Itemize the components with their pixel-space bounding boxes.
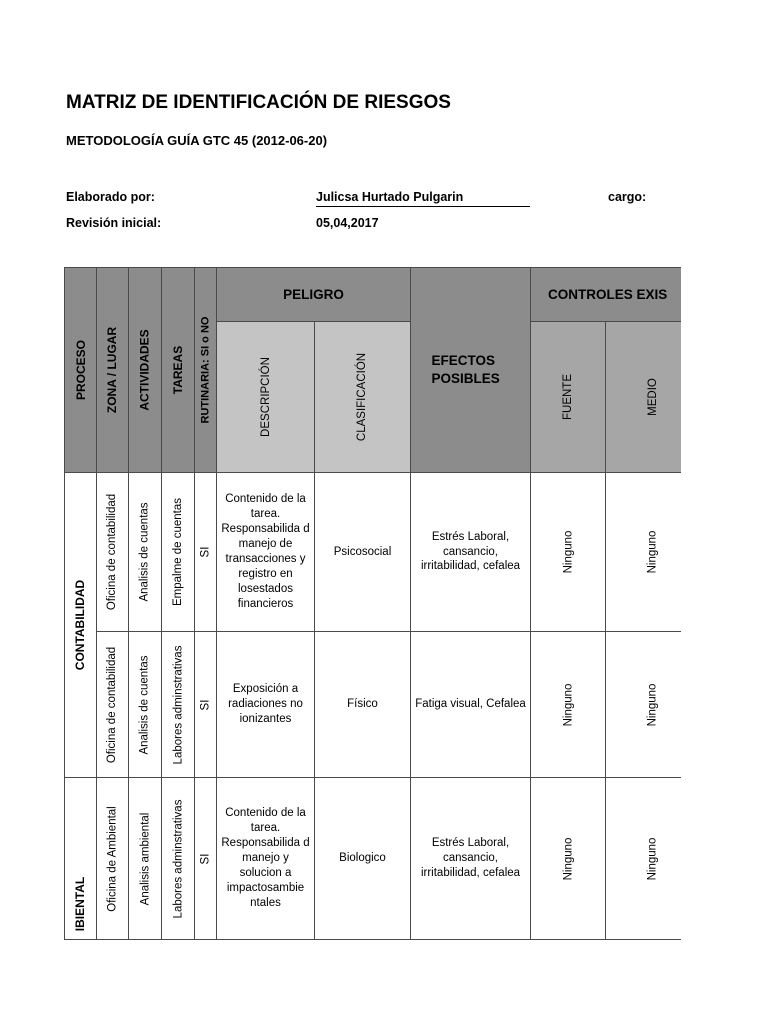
header-descripcion: DESCRIPCIÓN <box>216 321 315 473</box>
proceso-cell: CONTABILIDAD <box>64 472 97 778</box>
efectos-cell: Fatiga visual, Cefalea <box>410 631 531 778</box>
descripcion-cell: Exposición a radiaciones no ionizantes <box>216 631 315 778</box>
zona-cell: Oficina de contabilidad <box>96 472 129 632</box>
tareas-cell: Labores adminstrativas <box>161 631 195 778</box>
cargo-label: cargo: <box>608 190 647 204</box>
tareas-cell: Labores adminstrativas <box>161 777 195 940</box>
clasificacion-cell: Físico <box>314 631 411 778</box>
clasificacion-cell: Biologico <box>314 777 411 940</box>
header-zona: ZONA / LUGAR <box>96 267 129 473</box>
header-proceso: PROCESO <box>64 267 97 473</box>
header-clasificacion: CLASIFICACIÓN <box>314 321 411 473</box>
medio-cell: Ninguno <box>605 631 681 778</box>
rutinaria-cell: SI <box>194 631 217 778</box>
fuente-cell: Ninguno <box>530 472 606 632</box>
efectos-cell: Estrés Laboral, cansancio, irritabilidad, cefalea <box>410 472 531 632</box>
actividades-cell: Analisis de cuentas <box>128 472 162 632</box>
actividades-cell: Analisis ambiental <box>128 777 162 940</box>
descripcion-cell: Contenido de la tarea. Responsabilida d manejo y solucion a impactosambie ntales <box>216 777 315 940</box>
fuente-cell: Ninguno <box>530 777 606 940</box>
elaborado-label: Elaborado por: <box>66 190 155 204</box>
tareas-cell: Empalme de cuentas <box>161 472 195 632</box>
actividades-cell: Analisis de cuentas <box>128 631 162 778</box>
revision-label: Revisión inicial: <box>66 216 162 230</box>
elaborado-value: Julicsa Hurtado Pulgarin <box>316 190 530 207</box>
efectos-cell: Estrés Laboral, cansancio, irritabilidad, cefalea <box>410 777 531 940</box>
header-actividades: ACTIVIDADES <box>128 267 162 473</box>
revision-value: 05,04,2017 <box>316 216 379 230</box>
descripcion-cell: Contenido de la tarea. Responsabilida d manejo de transacciones y registro en losestados financieros <box>216 472 315 632</box>
zona-cell: Oficina de contabilidad <box>96 631 129 778</box>
clasificacion-cell: Psicosocial <box>314 472 411 632</box>
header-efectos: EFECTOS POSIBLES <box>410 267 531 473</box>
proceso-cell: IBIENTAL <box>64 777 97 940</box>
zona-cell: Oficina de Ambiental <box>96 777 129 940</box>
header-peligro: PELIGRO <box>216 267 411 322</box>
medio-cell: Ninguno <box>605 777 681 940</box>
fuente-cell: Ninguno <box>530 631 606 778</box>
header-fuente: FUENTE <box>530 321 606 473</box>
rutinaria-cell: SI <box>194 472 217 632</box>
page-subtitle: METODOLOGÍA GUÍA GTC 45 (2012-06-20) <box>66 133 328 148</box>
header-rutinaria: RUTINARIA: SI o NO <box>194 267 217 473</box>
medio-cell: Ninguno <box>605 472 681 632</box>
header-controles: CONTROLES EXIS <box>530 267 681 322</box>
rutinaria-cell: SI <box>194 777 217 940</box>
header-medio: MEDIO <box>605 321 681 473</box>
header-tareas: TAREAS <box>161 267 195 473</box>
page-title: MATRIZ DE IDENTIFICACIÓN DE RIESGOS <box>66 92 451 113</box>
